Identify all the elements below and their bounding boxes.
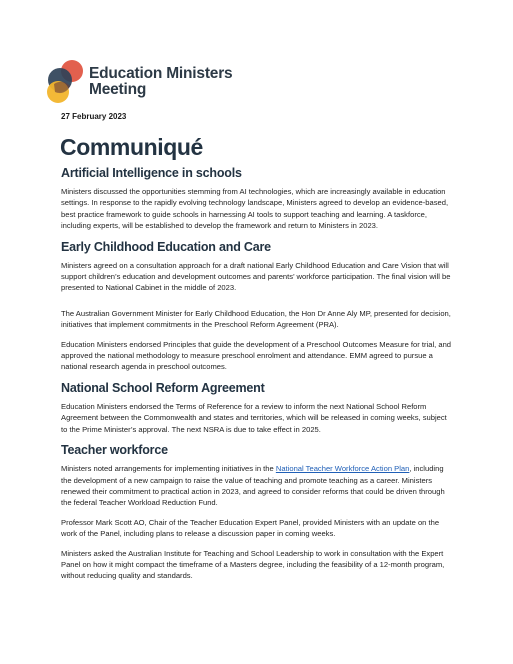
section-teacher-paragraph-2: Professor Mark Scott AO, Chair of the Teacher Education Expert Panel, provided Ministers with an update on the work of the Panel, including plans to release a discussion paper in coming weeks.: [61, 517, 440, 539]
teacher-workforce-plan-link[interactable]: National Teacher Workforce Action Plan: [275, 464, 410, 474]
document-date: 27 February 2023: [61, 112, 127, 121]
section-teacher-paragraph-1: [61, 463, 453, 509]
section-nsra-paragraph-1: Education Ministers endorsed the Terms of Reference for a review to inform the next National School Reform Agreement between the Commonwealth and states and territories, which will be released in coming weeks, subject to the Prime Minister’s approval. The next NSRA is due to take effect in 2025.: [61, 401, 447, 434]
section-ecec-paragraph-3: Education Ministers endorsed Principles that guide the development of a Preschool Outcomes Measure for trial, and approved the national methodology to measure preschool enrolment and attendance. EMM agreed to pursue a national research agenda in preschool outcomes.: [61, 339, 452, 372]
section-heading-early-childhood: Early Childhood Education and Care: [61, 239, 271, 254]
org-name-line-2: Meeting: [89, 81, 147, 98]
teacher-p1-text-before: Ministers noted arrangements for implementing initiatives in the: [61, 464, 276, 474]
section-ecec-paragraph-2: The Australian Government Minister for Early Childhood Education, the Hon Dr Anne Aly MP, presented for decision, initiatives that implement commitments in the Preschool Reform Agreement (PRA).: [61, 308, 451, 330]
section-heading-ai: Artificial Intelligence in schools: [61, 166, 242, 180]
section-teacher-paragraph-3: Ministers asked the Australian Institute for Teaching and School Leadership to work in consultation with the Expert Panel on how it might compact the timeframe of a Masters degree, including the feasibility of a 12-month program, without reducing quality and standards.: [61, 548, 445, 581]
org-name: [89, 66, 232, 98]
teacher-p1-text-after: , including the development of a new campaign to raise the value of teaching and promote teaching as a career. Ministers renewed their commitment to practical action in 2023, and agreed to consider reforms that could be driven through the federal Teacher Workload Reduction Fund.: [61, 464, 445, 508]
section-ecec-paragraph-1: Ministers agreed on a consultation approach for a draft national Early Childhood Education and Care Vision that will support children’s education and development outcomes and parents’ workforce participation. The final vision will be presented to National Cabinet in the middle of 2023.: [61, 260, 451, 293]
document-title: Communiqué: [60, 134, 203, 160]
section-ai-paragraph-1: Ministers discussed the opportunities stemming from AI technologies, which are increasingly available in education settings. In response to the rapidly evolving technology landscape, Ministers agreed to develop an evidence-based, best practice framework to guide schools in harnessing AI tools to support teaching and learning. A taskforce, including experts, will be established to develop the framework and return to Ministers in 2023.: [61, 187, 449, 231]
section-heading-nsra: National School Reform Agreement: [61, 380, 265, 395]
section-heading-teacher-workforce: Teacher workforce: [61, 443, 168, 458]
org-name-line-1: Education Ministers: [89, 65, 233, 82]
education-ministers-logo-icon: [46, 58, 86, 106]
document-body: [61, 166, 453, 590]
